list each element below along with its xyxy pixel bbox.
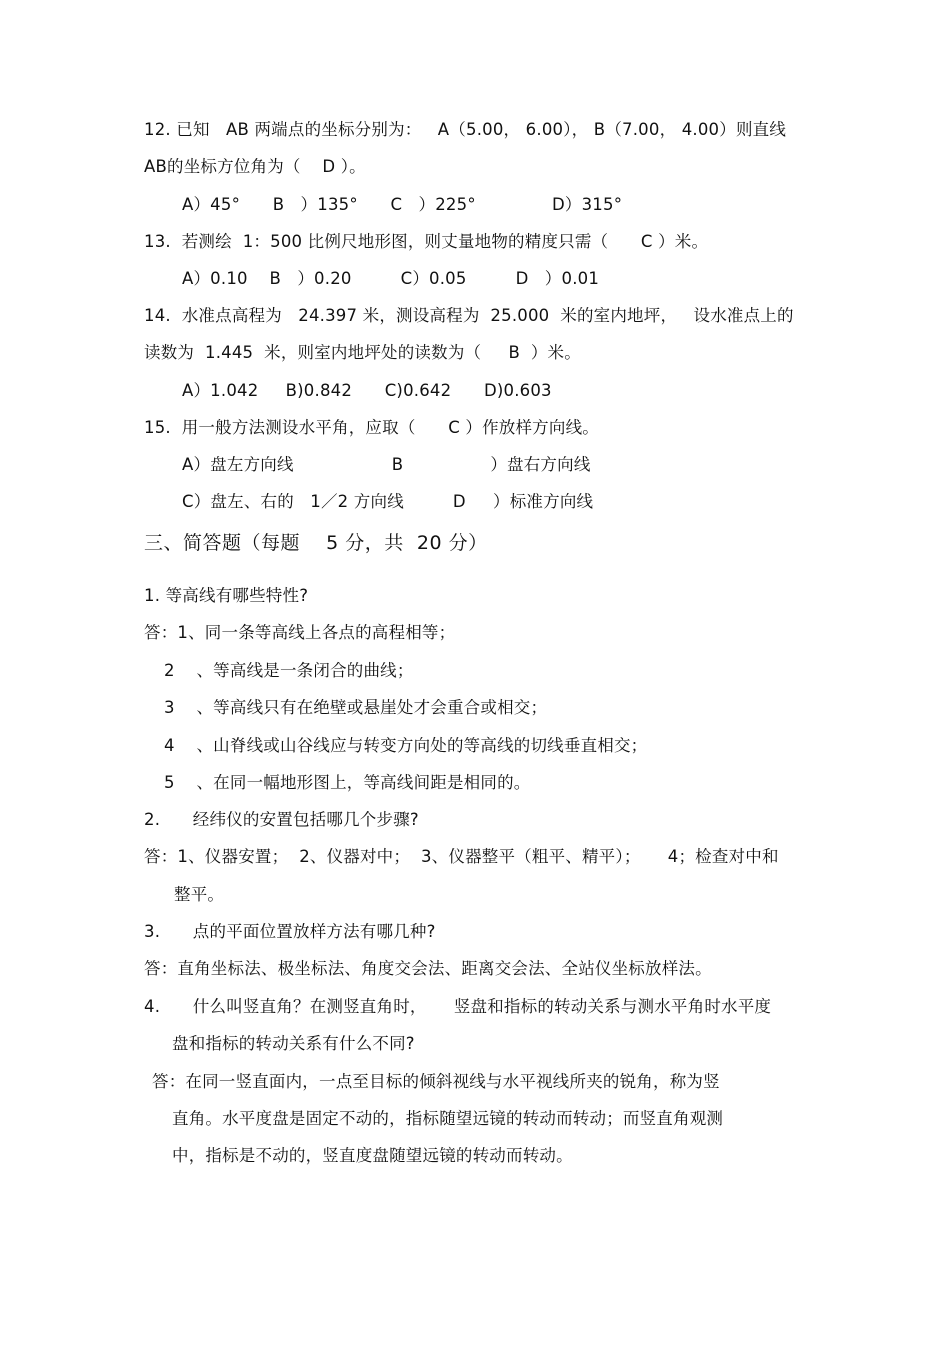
q15-option-cd: C）盘左、右的 1／2 方向线 D ）标准方向线 (182, 492, 594, 511)
q14-stem-line1: 14. 水准点高程为 24.397 米，测设高程为 25.000 米的室内地坪， 设水准点上的 (144, 306, 794, 325)
sa3-question: 3. 点的平面位置放样方法有哪几种? (144, 922, 436, 941)
sa1-question: 1. 等高线有哪些特性? (144, 586, 309, 605)
sa4-answer-line2: 直角。水平度盘是固定不动的，指标随望远镜的转动而转动；而竖直角观测 (172, 1109, 724, 1128)
sa1-answer-lead: 答：1、同一条等高线上各点的高程相等； (144, 623, 456, 642)
q13-stem: 13. 若测绘 1：500 比例尺地形图，则丈量地物的精度只需（ C ）米。 (144, 232, 709, 251)
sa1-point: 3 、等高线只有在绝壁或悬崖处才会重合或相交； (164, 698, 548, 717)
sa2-question: 2. 经纬仪的安置包括哪几个步骤? (144, 810, 419, 829)
q14-stem-line2: 读数为 1.445 米，则室内地坪处的读数为（ B ）米。 (144, 343, 581, 362)
q15-stem: 15. 用一般方法测设水平角，应取（ C ）作放样方向线。 (144, 418, 599, 437)
sa3-answer: 答：直角坐标法、极坐标法、角度交会法、距离交会法、全站仪坐标放样法。 (144, 959, 712, 978)
sa4-question-line1: 4. 什么叫竖直角？在测竖直角时， 竖盘和指标的转动关系与测水平角时水平度 (144, 997, 772, 1016)
q14-options: A）1.042 B)0.842 C)0.642 D)0.603 (182, 381, 552, 400)
sa4-answer-line3: 中，指标是不动的，竖直度盘随望远镜的转动而转动。 (172, 1146, 573, 1165)
q12-options: A）45° B ）135° C ）225° D）315° (182, 195, 623, 214)
sa2-answer-line1: 答：1、仪器安置； 2、仪器对中； 3、仪器整平（粗平、精平）； 4；检查对中和 (144, 847, 779, 866)
section-heading: 三、简答题（每题 5 分，共 20 分） (144, 532, 488, 554)
sa2-answer-line2: 整平。 (174, 885, 225, 904)
sa4-question-line2: 盘和指标的转动关系有什么不同? (172, 1034, 415, 1053)
sa1-point: 2 、等高线是一条闭合的曲线； (164, 661, 414, 680)
sa1-point: 4 、山脊线或山谷线应与转变方向处的等高线的切线垂直相交； (164, 736, 648, 755)
q15-option-ab: A）盘左方向线 B ）盘右方向线 (182, 455, 591, 474)
sa1-point: 5 、在同一幅地形图上，等高线间距是相同的。 (164, 773, 531, 792)
q12-stem-line2: AB的坐标方位角为（ D ）。 (144, 157, 366, 176)
sa4-answer-line1: 答：在同一竖直面内，一点至目标的倾斜视线与水平视线所夹的锐角，称为竖 (152, 1072, 720, 1091)
q13-options: A）0.10 B ）0.20 C）0.05 D ）0.01 (182, 269, 600, 288)
q12-stem-line1: 12. 已知 AB 两端点的坐标分别为： A（5.00， 6.00）， B（7.00， 4.00）则直线 (144, 120, 787, 139)
